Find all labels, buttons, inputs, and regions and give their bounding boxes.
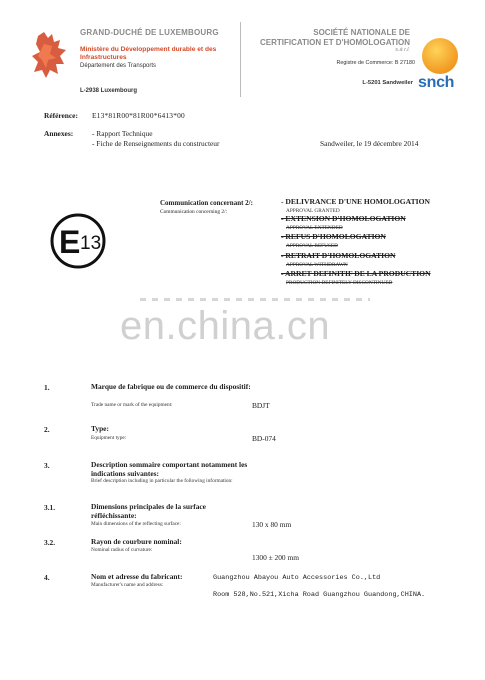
sun-logo-icon <box>419 36 461 78</box>
item-value: 1300 ± 200 mm <box>252 553 299 562</box>
reference-value: E13*81R00*81R00*6413*00 <box>92 111 185 120</box>
item-value: BD-074 <box>252 434 276 443</box>
approval-circle-icon <box>49 212 107 270</box>
item-number: 2. <box>44 425 50 434</box>
item-label: Marque de fabrique ou de commerce du dispositif: <box>91 382 251 391</box>
lion-icon <box>30 30 74 82</box>
item-label-en: Trade name or mark of the equipment: <box>91 402 173 408</box>
reference-label: Référence: <box>44 111 78 120</box>
item-number: 1. <box>44 383 50 392</box>
communication-label-en: Communication concerning 2/: <box>160 209 228 215</box>
ministry-address: L-2938 Luxembourg <box>80 88 138 94</box>
option-approval-granted-en: APPROVAL GRANTED <box>286 208 340 214</box>
annexes-label: Annexes: <box>44 129 74 138</box>
option-production-discontinued-en: PRODUCTION DEFINITELY DISCONTINUED <box>286 280 393 286</box>
country-title: GRAND-DUCHÉ DE LUXEMBOURG <box>80 28 219 37</box>
item-label: Nom et adresse du fabricant: <box>91 572 183 581</box>
item-label: Type: <box>91 424 109 433</box>
place-and-date: Sandweiler, le 19 décembre 2014 <box>320 139 419 148</box>
item-label: Rayon de courbure nominal: <box>91 537 182 546</box>
option-refusal-en: APPROVAL REFUSED <box>286 243 338 249</box>
item-value: BDJT <box>252 401 270 410</box>
option-withdrawal: - RETRAIT D'HOMOLOGATION <box>281 251 396 260</box>
item-number: 3. <box>44 461 50 470</box>
snch-logo-word: snch <box>418 74 455 91</box>
item-label-en: Main dimensions of the reflecting surface: <box>91 521 181 527</box>
item-label-en: Equipment type: <box>91 435 127 441</box>
trade-register: Registre de Commerce: B 27180 <box>336 60 415 66</box>
option-extension-en: APPROVAL EXTENDED <box>286 225 343 231</box>
snch-title: SOCIÉTÉ NATIONALE DE CERTIFICATION ET D'HOMOLOGATION <box>259 28 410 47</box>
option-approval-granted: - DELIVRANCE D'UNE HOMOLOGATION <box>281 197 431 206</box>
annex-item: - Rapport Technique <box>92 129 153 138</box>
option-withdrawal-en: APPROVAL WITHDRAWN <box>286 262 348 268</box>
item-label-en: Nominal radius of curvature: <box>91 547 153 553</box>
item-value: 130 x 80 mm <box>252 520 292 529</box>
item-label: Description sommaire comportant notamment les indications suivantes: <box>91 460 248 478</box>
luxembourg-lion-logo <box>30 30 74 82</box>
department-name: Département des Transports <box>80 63 157 69</box>
mark-letter: E <box>59 224 81 260</box>
manufacturer-name: Guangzhou Abayou Auto Accessories Co.,Ltd <box>213 574 381 582</box>
snch-sun-logo <box>419 36 461 78</box>
ministry-name: Ministère du Développement durable et des Infrastructures <box>80 46 217 61</box>
header-divider <box>240 22 241 97</box>
item-label-en: Brief description including in particular the following information: <box>91 478 233 484</box>
item-number: 4. <box>44 573 50 582</box>
faded-text-line <box>140 298 370 301</box>
manufacturer-address: Room 528,No.521,Xicha Road Guangzhou Guandong,CHINA. <box>213 591 426 599</box>
option-refusal: - REFUS D'HOMOLOGATION <box>281 232 386 241</box>
snch-address: L-5201 Sandweiler <box>362 80 413 86</box>
item-label: Dimensions principales de la surface réfléchissante: <box>91 502 206 520</box>
snch-legal-form: s.à r.l. <box>395 47 410 53</box>
watermark: en.china.cn <box>120 304 331 348</box>
item-label-en: Manufacturer's name and address: <box>91 582 164 588</box>
e13-approval-mark <box>49 212 107 275</box>
communication-label: Communication concernant 2/: <box>160 199 253 207</box>
option-extension: - EXTENSION D'HOMOLOGATION <box>281 214 406 223</box>
annex-item: - Fiche de Renseignements du constructeur <box>92 139 220 148</box>
option-production-discontinued: - ARRET DEFINITIF DE LA PRODUCTION <box>281 269 431 278</box>
item-number: 3.2. <box>44 538 56 547</box>
mark-number: 13 <box>80 233 102 254</box>
item-number: 3.1. <box>44 503 56 512</box>
